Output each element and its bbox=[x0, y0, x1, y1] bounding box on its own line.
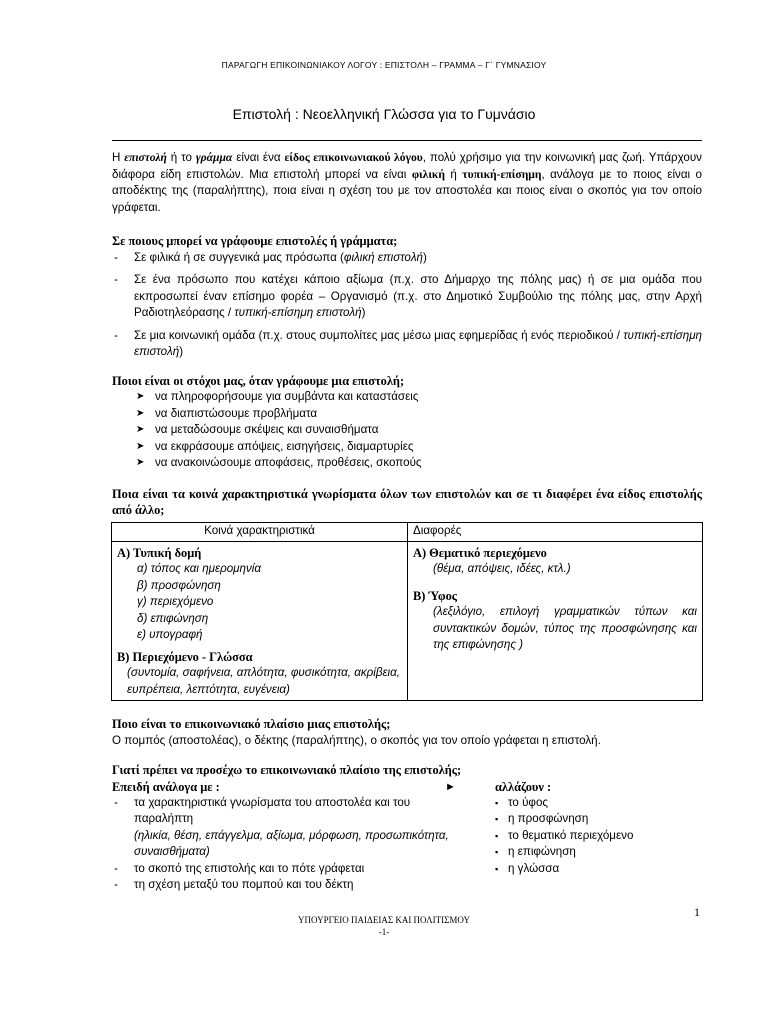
main-content bbox=[112, 150, 702, 891]
changes-list bbox=[490, 795, 633, 878]
reason-columns bbox=[112, 795, 702, 891]
running-header: ΠΑΡΑΓΩΓΗ ΕΠΙΚΟΙΝΩΝΙΑΚΟΥ ΛΟΓΟΥ : ΕΠΙΣΤΟΛΗ – ΓΡΑΜΜΑ – Γ΄ ΓΥΜΝΑΣΙΟΥ bbox=[221, 60, 547, 70]
section-heading-features: Ποια είναι τα κοινά χαρακτηριστικά γνωρίσματα όλων των επιστολών και σε τι διαφέρει ένα είδος επιστολής από άλλο; bbox=[112, 486, 702, 517]
section-heading-context: Ποιο είναι το επικοινωνιακό πλαίσιο μιας επιστολής; bbox=[112, 717, 391, 731]
arrow-bullet-icon: ➤ bbox=[136, 424, 145, 435]
list-item: ▪ το ύφος bbox=[490, 795, 633, 812]
footer-ministry: ΥΠΟΥΡΓΕΙΟ ΠΑΙΔΕΙΑΣ ΚΑΙ ΠΟΛΙΤΙΣΜΟΥ bbox=[298, 915, 470, 925]
list-item: - τα χαρακτηριστικά γνωρίσματα του αποστολέα και του παραλήπτη (ηλικία, θέση, επάγγελμα, αξίωμα, μόρφωση, προσωπικότητα, συναισθήματα) bbox=[112, 795, 452, 861]
intro-text: Η bbox=[112, 151, 125, 164]
list-item: ➤ να πληροφορήσουμε για συμβάντα και καταστάσεις bbox=[112, 389, 702, 406]
intro-text: ή bbox=[444, 167, 463, 181]
intro-term-genre: είδος επικοινωνιακού λόγου bbox=[284, 151, 423, 164]
structure-title: Α) Τυπική δομή bbox=[117, 545, 202, 560]
right-label: αλλάζουν : bbox=[495, 779, 552, 794]
title-rule bbox=[112, 140, 702, 141]
common-features-cell bbox=[112, 541, 408, 701]
recipients-list bbox=[112, 250, 702, 361]
intro-term-formal: τυπική-επίσημη bbox=[462, 167, 542, 181]
list-item: ➤ να ανακοινώσουμε αποφάσεις, προθέσεις, σκοπούς bbox=[112, 455, 702, 472]
page-number: 1 bbox=[694, 905, 700, 919]
left-label: Επειδή ανάλογα με : bbox=[112, 779, 220, 794]
table-header-differences: Διαφορές bbox=[408, 522, 703, 541]
features-table bbox=[111, 522, 703, 702]
arrow-bullet-icon: ➤ bbox=[136, 391, 145, 402]
section-heading-recipients: Σε ποιους μπορεί να γράφουμε επιστολές ή γράμματα; bbox=[112, 234, 398, 248]
factors-list bbox=[112, 795, 452, 894]
structure-item: β) προσφώνηση bbox=[137, 578, 221, 592]
structure-item: δ) επιφώνηση bbox=[137, 611, 209, 625]
structure-item: ε) υπογραφή bbox=[137, 628, 203, 641]
list-item: - Σε ένα πρόσωπο που κατέχει κάποιο αξίωμα (π.χ. στο Δήμαρχο της πόλης μας) ή σε μια ομάδα που εκπροσωπεί έναν επίσημο φορέα – Οργανισμό (π.χ. στο Δημοτικό Συμβούλιο της πόλης μας, στην Αρχή Ραδιοτηλεόρασης / τυπική-επίσημη επιστολή) bbox=[112, 272, 702, 322]
intro-term-friendly: φιλική bbox=[411, 167, 445, 181]
style-text: (λεξιλόγιο, επιλογή γραμματικών τύπων και συντακτικών δομών, τύπος της προσφώνησης και της επιφώνησης ) bbox=[433, 605, 697, 651]
intro-term-letter: επιστολή bbox=[124, 151, 167, 164]
thematic-text: (θέμα, απόψεις, ιδέες, κτλ.) bbox=[433, 562, 571, 575]
list-item: ➤ να διαπιστώσουμε προβλήματα bbox=[112, 406, 702, 423]
list-item: ▪ η επιφώνηση bbox=[490, 844, 633, 861]
intro-paragraph bbox=[112, 150, 702, 216]
list-item: - τη σχέση μεταξύ του πομπού και του δέκτη bbox=[112, 877, 452, 894]
section-heading-goals: Ποιοι είναι οι στόχοι μας, όταν γράφουμε μια επιστολή; bbox=[112, 373, 405, 388]
reason-labels-row bbox=[112, 779, 702, 795]
table-header-common: Κοινά χαρακτηριστικά bbox=[112, 522, 408, 541]
structure-item: γ) περιεχόμενο bbox=[137, 595, 214, 608]
list-item: ▪ η προσφώνηση bbox=[490, 811, 633, 828]
intro-text: , πολύ χρήσιμο για την κοινωνική μας ζωή. Υπάρχουν διάφορα είδη επιστολών. Μια επιστολή μπορεί να είναι bbox=[112, 151, 702, 181]
page-title: Επιστολή : Νεοελληνική Γλώσσα για το Γυμνάσιο bbox=[232, 106, 536, 122]
goals-list bbox=[112, 389, 702, 472]
list-item: - το σκοπό της επιστολής και το πότε γράφεται bbox=[112, 861, 452, 878]
arrow-bullet-icon: ➤ bbox=[136, 440, 145, 452]
intro-text: ή το bbox=[166, 151, 196, 164]
list-item: ➤ να εκφράσουμε απόψεις, εισηγήσεις, διαμαρτυρίες bbox=[112, 439, 702, 456]
structure-item: α) τόπος και ημερομηνία bbox=[137, 562, 261, 575]
intro-text: είναι ένα bbox=[232, 151, 285, 164]
list-item: - Σε μια κοινωνική ομάδα (π.χ. στους συμπολίτες μας μέσω μιας εφημερίδας ή ενός περιοδικού / τυπική-επίσημη επιστολή) bbox=[112, 328, 702, 361]
content-language-text: (συντομία, σαφήνεια, απλότητα, φυσικότητα, ακρίβεια, ευπρέπεια, λεπτότητα, ευγένεια) bbox=[127, 666, 400, 696]
content-language-title: Β) Περιεχόμενο - Γλώσσα bbox=[117, 649, 253, 664]
list-item: ▪ το θεματικό περιεχόμενο bbox=[490, 828, 633, 845]
intro-text: , ανάλογα με το ποιος είναι ο αποδέκτης της (παραλήπτης), ποια είναι η σχέση του με τον αποστολέα και ποιος είναι ο σκοπός για τον οποίο γράφεται. bbox=[112, 167, 702, 214]
section-heading-why: Γιατί πρέπει να προσέχω το επικοινωνιακό πλαίσιο της επιστολής; bbox=[112, 763, 462, 777]
arrow-bullet-icon: ➤ bbox=[136, 457, 145, 468]
list-item: - Σε φιλικά ή σε συγγενικά μας πρόσωπα (φιλική επιστολή) bbox=[112, 250, 702, 267]
differences-cell bbox=[408, 541, 703, 701]
context-text: Ο πομπός (αποστολέας), ο δέκτης (παραλήπτης), ο σκοπός για τον οποίο γράφεται η επιστολή. bbox=[112, 733, 601, 747]
right-arrow-icon: ► bbox=[445, 780, 456, 793]
style-title: Β) Ύφος bbox=[413, 588, 457, 603]
arrow-bullet-icon: ➤ bbox=[136, 407, 145, 419]
footer-page-marker: -1- bbox=[378, 927, 390, 937]
list-item: ▪ η γλώσσα bbox=[490, 861, 633, 878]
thematic-title: Α) Θεματικό περιεχόμενο bbox=[413, 545, 547, 560]
list-item: ➤ να μεταδώσουμε σκέψεις και συναισθήματα bbox=[112, 422, 702, 439]
running-footer bbox=[0, 914, 768, 938]
intro-term-gramma: γράμμα bbox=[195, 151, 233, 164]
